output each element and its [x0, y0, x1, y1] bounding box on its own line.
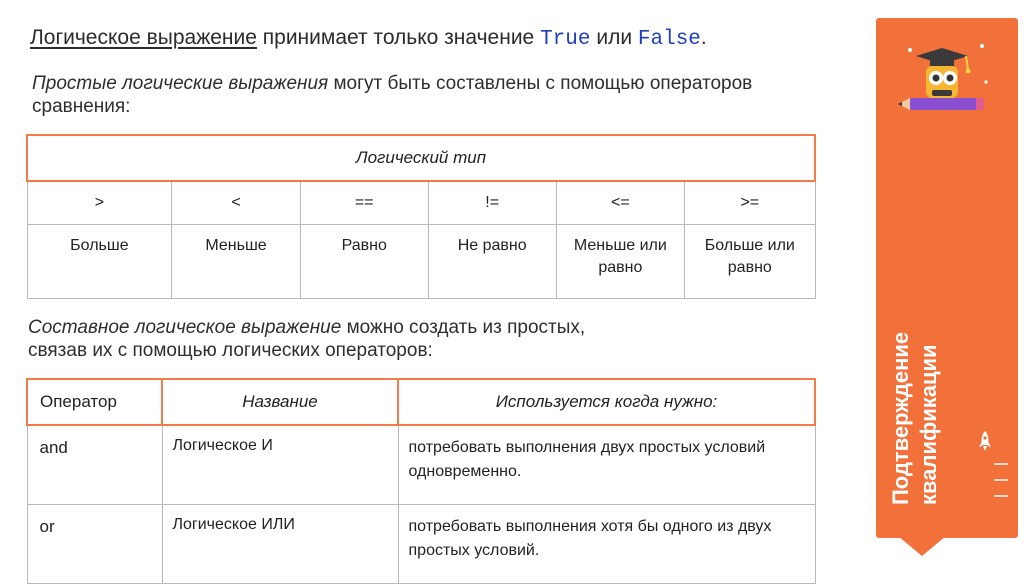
logical-operators-table — [26, 378, 816, 584]
sidebar-title-line2: квалификации — [916, 344, 941, 505]
operator-cell: != — [428, 181, 556, 225]
rocket-icon — [978, 430, 992, 457]
title-text-1: принимает только значение — [256, 26, 541, 49]
logical-type-header: Логический тип — [27, 135, 815, 181]
operators-row — [27, 181, 815, 225]
simple-expressions-paragraph — [32, 72, 812, 118]
sidebar-title — [887, 265, 943, 505]
operator-name-cell: Не равно — [428, 225, 556, 299]
operator-name: Логическое ИЛИ — [162, 505, 398, 584]
operator-name-cell: Равно — [300, 225, 428, 299]
usage-column-header: Используется когда нужно: — [398, 379, 815, 425]
simple-expressions-term: Простые логические выражения — [32, 73, 329, 94]
operator-name-cell: Больше или равно — [685, 225, 815, 299]
operator-cell: > — [27, 181, 172, 225]
operator-name: Логическое И — [162, 425, 398, 505]
operator-cell: >= — [685, 181, 815, 225]
sidebar-title-line1: Подтверждение — [888, 331, 913, 505]
operator-cell: <= — [556, 181, 685, 225]
compound-expressions-term: Составное логическое выражение — [28, 317, 342, 338]
slide-title — [30, 24, 870, 54]
logical-operators-header-row — [27, 379, 815, 425]
title-term: Логическое выражение — [30, 26, 257, 49]
operator-name-cell: Меньше или равно — [556, 225, 685, 299]
false-keyword: False — [637, 28, 701, 51]
operator-cell: == — [300, 181, 428, 225]
operator-usage: потребовать выполнения двух простых условий одновременно. — [398, 425, 815, 505]
menu-lines-icon — [990, 458, 1010, 507]
operator-cell: < — [172, 181, 301, 225]
table-row — [27, 425, 815, 505]
title-text-2: или — [590, 26, 638, 49]
sidebar-tail — [898, 536, 946, 556]
mascot-owl-icon — [896, 38, 996, 133]
true-keyword: True — [540, 28, 591, 51]
compound-expressions-line2: связав их с помощью логических операторов: — [28, 340, 433, 361]
compound-expressions-text: можно создать из простых, — [341, 317, 586, 338]
operator-keyword: or — [27, 505, 162, 584]
simple-expressions-text: могут быть составлены с помощью операторов сравнения: — [32, 73, 753, 117]
operator-name-cell: Больше — [27, 225, 172, 299]
operator-column-header: Оператор — [27, 379, 162, 425]
title-text-3: . — [700, 26, 707, 49]
operator-usage: потребовать выполнения хотя бы одного из двух простых условий. — [398, 505, 815, 584]
operator-name-cell: Меньше — [172, 225, 301, 299]
table-row — [27, 505, 815, 584]
comparison-operators-table — [26, 134, 816, 299]
compound-expressions-paragraph — [28, 316, 808, 362]
operator-keyword: and — [27, 425, 162, 505]
operator-names-row — [27, 225, 815, 299]
name-column-header: Название — [162, 379, 398, 425]
